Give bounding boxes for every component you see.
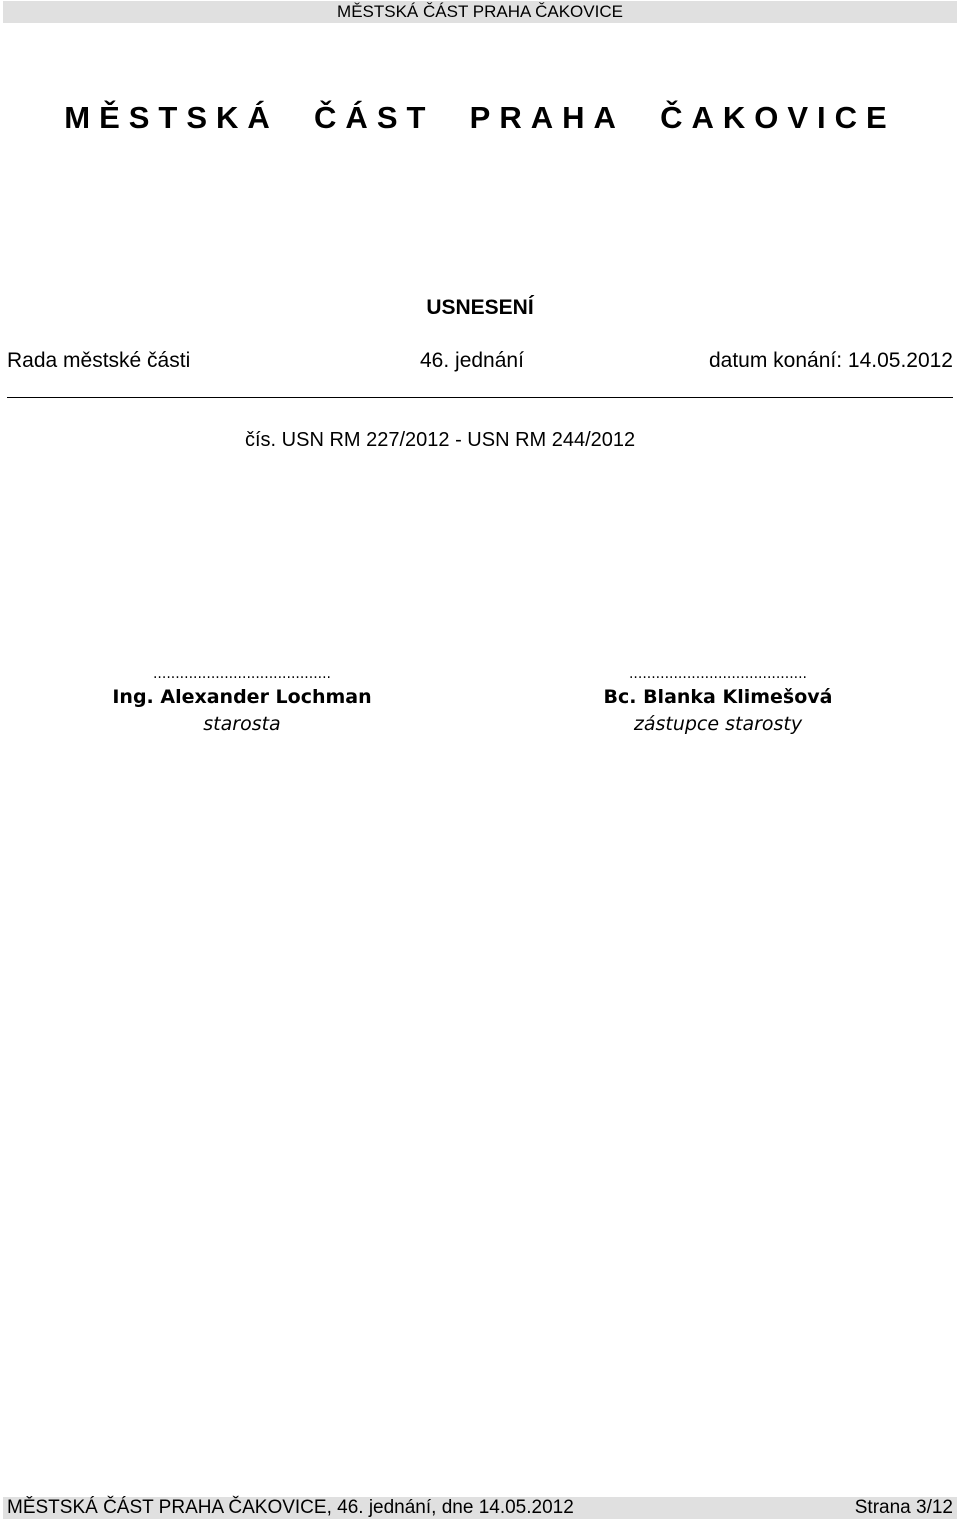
footer-info: MĚSTSKÁ ČÁST PRAHA ČAKOVICE, 46. jednání, dne 14.05.2012 xyxy=(7,1497,574,1518)
horizontal-rule xyxy=(7,397,953,398)
signature-line: ........................................ xyxy=(628,666,807,682)
page-number: Strana 3/12 xyxy=(854,1497,953,1518)
resolution-range: čís. USN RM 227/2012 - USN RM 244/2012 xyxy=(245,429,636,451)
signatory-role: zástupce starosty xyxy=(633,713,803,735)
meta-row xyxy=(0,346,960,376)
signatory-name: Bc. Blanka Klimešová xyxy=(603,686,833,708)
council-name: Rada městské části xyxy=(7,349,191,372)
page-header xyxy=(3,1,957,23)
main-title-text: MĚSTSKÁ ČÁST PRAHA ČAKOVICE xyxy=(64,100,896,135)
header-text: MĚSTSKÁ ČÁST PRAHA ČAKOVICE xyxy=(337,2,623,21)
signatory-name: Ing. Alexander Lochman xyxy=(112,686,372,708)
session-number: 46. jednání xyxy=(420,349,524,372)
session-date: datum konání: 14.05.2012 xyxy=(708,349,953,372)
page-footer xyxy=(3,1497,957,1519)
signature-line: ........................................ xyxy=(152,666,331,682)
main-title xyxy=(0,98,960,138)
document-type: USNESENÍ xyxy=(426,296,534,319)
signature-block-mayor xyxy=(82,664,402,737)
signatory-role: starosta xyxy=(203,713,281,735)
signature-block-deputy xyxy=(558,664,878,737)
